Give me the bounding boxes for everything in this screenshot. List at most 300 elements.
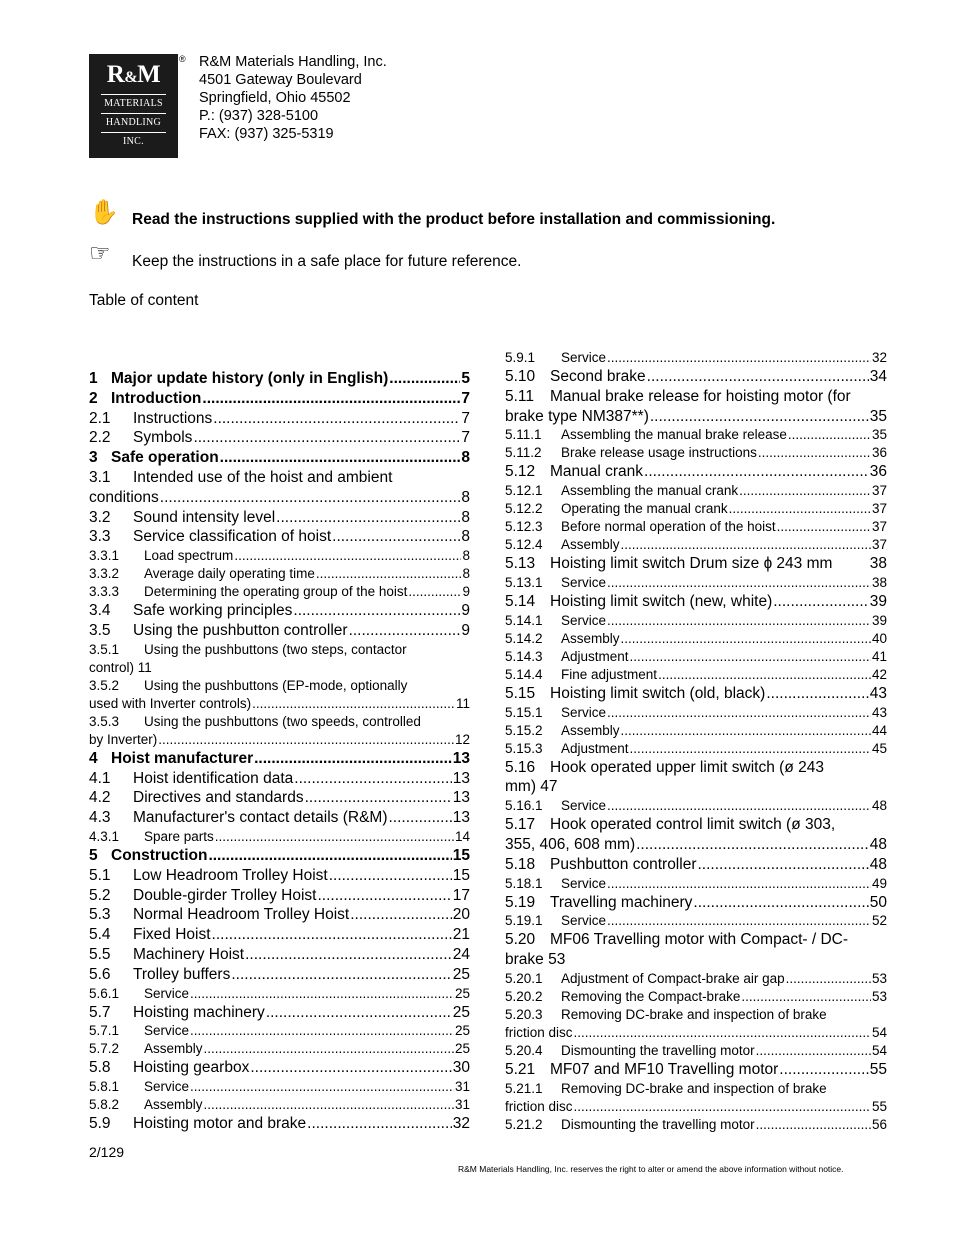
toc-leader-dots: [202, 390, 460, 408]
toc-entry-title: Hoisting limit switch (old, black): [550, 684, 766, 702]
toc-entry-number: 3.4: [89, 602, 111, 620]
toc-entry-number: 5.9: [89, 1115, 111, 1133]
toc-entry-number: 5.14.2: [505, 630, 543, 646]
toc-entry-title: Dismounting the travelling motor: [561, 1116, 755, 1132]
toc-entry-title: Service: [144, 985, 190, 1001]
toc-entry[interactable]: [505, 894, 887, 912]
toc-entry-title: Operating the manual crank: [561, 501, 728, 517]
toc-entry-number: 4.1: [89, 769, 111, 787]
toc-entry-page: 39: [871, 612, 887, 628]
toc-leader-dots: [204, 1097, 454, 1112]
toc-leader-dots: [316, 566, 462, 581]
toc-entry-page: 49: [871, 875, 887, 891]
toc-entry-title: Using the pushbuttons (two speeds, controlled: [144, 713, 421, 729]
toc-entry[interactable]: [89, 678, 407, 693]
toc-entry-page: 41: [871, 648, 887, 664]
toc-entry-number: 2.2: [89, 429, 111, 447]
toc-entry-title: Adjustment of Compact-brake air gap: [561, 971, 785, 986]
toc-entry-title: Instructions: [133, 409, 213, 427]
toc-entry-title: Adjustment: [561, 648, 629, 664]
toc-entry-page: 54: [871, 1025, 887, 1040]
toc-entry[interactable]: [89, 770, 470, 788]
toc-leader-dots: [574, 1099, 871, 1114]
toc-entry-title: Before normal operation of the hoist: [561, 519, 776, 535]
toc-leader-dots: [739, 483, 871, 498]
toc-entry-page: 48: [869, 855, 887, 873]
toc-entry-continuation[interactable]: [89, 696, 470, 711]
toc-entry-title: Hoisting motor and brake: [133, 1115, 307, 1133]
toc-entry[interactable]: [89, 847, 470, 865]
toc-entry-page: 36: [869, 463, 887, 481]
toc-entry[interactable]: [89, 926, 470, 944]
toc-entry-title-cont: by Inverter): [89, 731, 158, 747]
logo-line2: HANDLING: [105, 117, 162, 128]
toc-entry[interactable]: [89, 1079, 470, 1094]
toc-entry-title: Assembly: [561, 537, 620, 553]
toc-entry-title: Manual brake release for hoisting motor (for: [550, 387, 851, 405]
toc-entry-title: Intended use of the hoist and ambient: [133, 469, 393, 486]
toc-entry-title: Directives and standards: [133, 789, 304, 807]
toc-entry-number: 5.13: [505, 555, 536, 573]
toc-entry-title: Service: [561, 875, 607, 891]
toc-entry-page: 25: [452, 965, 470, 983]
toc-entry-continuation[interactable]: [505, 1099, 887, 1114]
toc-entry[interactable]: [505, 1007, 827, 1022]
toc-entry-number: 3.2: [89, 508, 111, 526]
toc-entry[interactable]: [505, 667, 887, 682]
toc-leader-dots: [607, 798, 871, 813]
toc-entry[interactable]: [89, 370, 470, 388]
toc-leader-dots: [220, 449, 461, 467]
toc-entry-page: 50: [869, 893, 887, 911]
toc-entry-page: 25: [454, 1041, 470, 1057]
toc-entry[interactable]: [505, 388, 851, 406]
toc-entry[interactable]: [89, 602, 470, 620]
toc-entry-number: 4.2: [89, 789, 111, 807]
toc-entry-number: 5.6: [89, 965, 111, 983]
toc-entry-continuation[interactable]: [89, 660, 470, 675]
toc-leader-dots: [697, 856, 868, 874]
toc-entry-number: 5.12.1: [505, 483, 543, 499]
toc-leader-dots: [245, 946, 452, 964]
toc-entry-number: 5.11.2: [505, 445, 542, 461]
registered-mark: ®: [179, 54, 186, 64]
toc-leader-dots: [350, 906, 452, 924]
toc-entry[interactable]: [89, 584, 470, 599]
toc-leader-dots: [621, 723, 871, 738]
toc-entry-page: 39: [869, 593, 887, 610]
toc-leader-dots: [190, 1023, 454, 1038]
toc-entry[interactable]: [505, 368, 887, 386]
toc-leader-dots: [389, 809, 452, 827]
toc-entry-page: 8: [461, 449, 470, 467]
toc-entry-number: 5.4: [89, 926, 111, 944]
toc-entry-page: 9: [461, 622, 470, 639]
toc-entry-continuation[interactable]: [89, 489, 470, 507]
toc-entry-title: Major update history (only in English): [111, 370, 389, 387]
toc-entry-number: 4.3.1: [89, 829, 120, 844]
toc-entry-title-cont: friction disc: [505, 1025, 573, 1040]
toc-leader-dots: [766, 685, 868, 703]
toc-entry-title-cont: used with Inverter controls): [89, 695, 252, 711]
toc-entry[interactable]: [89, 642, 407, 657]
toc-entry-page: 7: [461, 389, 470, 407]
toc-entry-title: Service: [561, 913, 607, 929]
toc-leader-dots: [777, 519, 871, 534]
toc-entry-title: Assembly: [561, 722, 620, 738]
toc-entry-title-cont: mm) 47: [505, 778, 558, 796]
toc-entry[interactable]: [89, 714, 421, 729]
toc-entry-page: 12: [454, 731, 470, 747]
toc-entry[interactable]: [505, 350, 887, 365]
address-line: 4501 Gateway Boulevard: [199, 72, 362, 88]
toc-leader-dots: [193, 429, 460, 447]
toc-entry-title: Removing the Compact-brake: [561, 989, 741, 1004]
toc-entry-title: Hook operated control limit switch (ø 303,: [550, 816, 836, 834]
toc-entry[interactable]: [505, 705, 887, 720]
toc-entry-page: 14: [454, 829, 470, 844]
toc-entry[interactable]: [89, 566, 470, 581]
toc-entry[interactable]: [89, 906, 470, 924]
toc-entry[interactable]: [505, 913, 887, 928]
toc-entry-page: 8: [462, 548, 470, 564]
toc-leader-dots: [307, 1115, 452, 1133]
toc-leader-dots: [190, 986, 454, 1001]
toc-entry-number: 5.15: [505, 684, 536, 702]
toc-leader-dots: [293, 602, 460, 620]
toc-entry-title: MF07 and MF10 Travelling motor: [550, 1061, 779, 1078]
toc-entry-title: Hook operated upper limit switch (ø 243: [550, 758, 824, 776]
toc-entry[interactable]: [89, 1041, 470, 1056]
toc-entry-page: 17: [452, 886, 470, 904]
toc-entry[interactable]: [505, 445, 887, 460]
toc-entry-page: 55: [869, 1061, 887, 1078]
toc-entry[interactable]: [505, 989, 887, 1004]
toc-entry-title: Removing DC-brake and inspection of brake: [561, 1007, 827, 1022]
toc-entry-title: Service: [144, 1079, 190, 1095]
company-address: [199, 53, 387, 143]
toc-leader-dots: [318, 887, 452, 905]
address-line: Springfield, Ohio 45502: [199, 90, 351, 106]
toc-entry-page: 53: [871, 989, 887, 1004]
toc-entry[interactable]: [89, 1023, 470, 1038]
toc-leader-dots: [212, 926, 452, 944]
toc-entry-title: Safe operation: [111, 449, 219, 467]
logo-line1: MATERIALS: [104, 98, 163, 109]
toc-entry-page: 37: [871, 519, 887, 535]
toc-entry[interactable]: [89, 986, 470, 1001]
footer-disclaimer: R&M Materials Handling, Inc. reserves the right to alter or amend the above information without notice.: [458, 1164, 844, 1174]
toc-entry[interactable]: [89, 1059, 470, 1077]
toc-entry-number: 5.8: [89, 1059, 111, 1077]
toc-entry-page: 8: [461, 488, 470, 506]
toc-leader-dots: [574, 1025, 871, 1040]
toc-entry-page: 54: [871, 1043, 887, 1058]
toc-entry[interactable]: [505, 876, 887, 891]
toc-leader-dots: [208, 847, 451, 865]
toc-entry-number: 4: [89, 749, 98, 767]
toc-entry-title: Introduction: [111, 389, 202, 407]
toc-entry-page: 32: [871, 350, 887, 365]
toc-entry-page: 9: [462, 584, 470, 600]
toc-entry-number: 5.15.2: [505, 722, 543, 738]
toc-entry-page: 36: [871, 445, 887, 461]
toc-entry[interactable]: [505, 1081, 827, 1096]
toc-entry[interactable]: [89, 429, 470, 447]
toc-entry[interactable]: [89, 390, 470, 408]
toc-entry[interactable]: [505, 1061, 887, 1079]
toc-leader-dots: [773, 593, 869, 611]
toc-entry-title: Manufacturer's contact details (R&M): [133, 809, 388, 827]
toc-entry-number: 5.7.2: [89, 1041, 120, 1057]
toc-entry-number: 5.13.1: [505, 575, 543, 590]
toc-entry-page: 8: [462, 566, 470, 582]
toc-entry[interactable]: [505, 723, 887, 738]
toc-entry[interactable]: [505, 593, 887, 611]
toc-entry-title-cont: 355, 406, 608 mm): [505, 836, 636, 853]
toc-entry[interactable]: [89, 509, 470, 527]
toc-entry-title: Adjustment: [561, 740, 629, 756]
toc-entry-title: Service: [561, 612, 607, 628]
toc-entry-page: 8: [461, 528, 470, 546]
toc-entry-title: Service: [561, 575, 607, 590]
toc-entry-number: 3.3.3: [89, 584, 120, 600]
toc-entry-title: Removing DC-brake and inspection of brake: [561, 1080, 827, 1096]
toc-leader-dots: [234, 548, 461, 563]
toc-entry-page: 44: [871, 722, 887, 738]
toc-entry-page: 8: [461, 508, 470, 526]
address-line: R&M Materials Handling, Inc.: [199, 54, 387, 70]
toc-leader-dots: [647, 368, 869, 386]
toc-entry-number: 5.21.2: [505, 1116, 543, 1132]
toc-leader-dots: [158, 732, 454, 747]
toc-entry[interactable]: [89, 1004, 470, 1022]
toc-entry-page: 15: [452, 847, 470, 864]
toc-entry-continuation[interactable]: [505, 778, 887, 796]
toc-entry[interactable]: [505, 1043, 887, 1058]
toc-entry-number: 5.19: [505, 893, 536, 911]
toc-title: Table of content: [89, 292, 199, 309]
toc-leader-dots: [630, 649, 871, 664]
toc-leader-dots: [231, 966, 451, 984]
toc-entry-title: Low Headroom Trolley Hoist: [133, 866, 328, 884]
toc-entry-page: 31: [454, 1079, 470, 1095]
toc-entry-page: 43: [869, 684, 887, 702]
toc-leader-dots: [408, 584, 461, 599]
toc-entry-page: 38: [871, 575, 887, 590]
toc-entry-number: 5.7: [89, 1003, 111, 1021]
toc-entry-title: Using the pushbutton controller: [133, 622, 348, 639]
toc-leader-dots: [305, 789, 452, 807]
toc-entry[interactable]: [505, 575, 887, 590]
toc-entry[interactable]: [89, 1115, 470, 1133]
toc-leader-dots: [294, 770, 451, 788]
toc-leader-dots: [788, 427, 871, 442]
toc-entry[interactable]: [505, 931, 848, 949]
toc-entry-number: 5.20.2: [505, 989, 543, 1004]
toc-entry[interactable]: [89, 809, 470, 827]
toc-entry-page: 7: [461, 409, 470, 427]
toc-entry[interactable]: [505, 798, 887, 813]
company-logo: [89, 54, 178, 158]
toc-leader-dots: [644, 463, 869, 481]
toc-entry-number: 5.12: [505, 463, 536, 481]
toc-leader-dots: [693, 894, 868, 912]
toc-leader-dots: [758, 445, 871, 460]
address-line: FAX: (937) 325-5319: [199, 126, 334, 142]
toc-entry-page: 15: [452, 866, 470, 884]
toc-entry-title: Assembly: [144, 1097, 203, 1113]
toc-entry[interactable]: [505, 555, 887, 573]
toc-leader-dots: [658, 667, 871, 682]
toc-entry-page: 20: [452, 906, 470, 924]
toc-entry-title: Assembly: [561, 630, 620, 646]
toc-entry[interactable]: [89, 410, 470, 428]
toc-entry-number: 5.14.1: [505, 612, 543, 628]
toc-entry-number: 5.21: [505, 1061, 536, 1078]
toc-entry-number: 5.8.1: [89, 1079, 120, 1095]
toc-entry-number: 3.5.3: [89, 713, 120, 729]
toc-entry-page: 25: [454, 1023, 470, 1039]
toc-entry[interactable]: [89, 829, 470, 844]
toc-entry-page: 53: [871, 971, 887, 986]
toc-leader-dots: [607, 705, 871, 720]
toc-entry-title: Sound intensity level: [133, 508, 276, 526]
toc-entry-number: 5.12.3: [505, 519, 543, 535]
toc-entry[interactable]: [505, 971, 887, 986]
toc-entry-number: 5.20.4: [505, 1043, 543, 1058]
toc-entry-title: Construction: [111, 847, 208, 864]
toc-entry-page: 35: [871, 427, 887, 443]
toc-entry-number: 5: [89, 847, 98, 864]
toc-entry-page: 37: [871, 537, 887, 553]
toc-entry-title: MF06 Travelling motor with Compact- / DC-: [550, 931, 849, 949]
toc-entry-title: Service: [144, 1023, 190, 1039]
toc-entry[interactable]: [89, 548, 470, 563]
toc-entry[interactable]: [89, 528, 470, 546]
toc-entry[interactable]: [505, 427, 887, 442]
toc-leader-dots: [630, 741, 871, 756]
toc-entry-title: Hoist identification data: [133, 769, 294, 787]
toc-entry-number: 5.15.1: [505, 704, 543, 720]
toc-entry-page: 48: [871, 798, 887, 814]
toc-entry-title: Using the pushbuttons (two steps, contactor: [144, 641, 407, 657]
toc-entry[interactable]: [89, 622, 470, 640]
toc-leader-dots: [636, 836, 869, 854]
toc-entry[interactable]: [89, 789, 470, 807]
toc-entry[interactable]: [505, 501, 887, 516]
toc-entry[interactable]: [505, 759, 824, 777]
toc-entry-continuation[interactable]: [505, 951, 887, 969]
toc-entry-continuation[interactable]: [505, 408, 887, 426]
toc-entry[interactable]: [89, 966, 470, 984]
toc-entry-title: Hoisting limit switch (new, white): [550, 593, 773, 610]
toc-entry-page: 21: [452, 926, 470, 944]
toc-entry[interactable]: [505, 1117, 887, 1132]
toc-entry-number: 5.14.4: [505, 666, 543, 682]
toc-entry[interactable]: [89, 750, 470, 768]
toc-leader-dots: [741, 989, 871, 1004]
toc-entry-number: 5.7.1: [89, 1023, 120, 1039]
toc-entry[interactable]: [505, 685, 887, 703]
toc-entry-number: 5.16.1: [505, 798, 543, 814]
toc-entry-number: 5.15.3: [505, 740, 543, 756]
toc-entry-number: 5.11: [505, 387, 535, 405]
toc-entry-page: 45: [871, 740, 887, 756]
toc-entry-title: Hoist manufacturer: [111, 749, 254, 767]
toc-entry[interactable]: [505, 613, 887, 628]
toc-leader-dots: [607, 575, 871, 590]
toc-leader-dots: [650, 408, 869, 426]
toc-entry-number: 4.3: [89, 809, 111, 827]
toc-entry-page: 56: [871, 1116, 887, 1132]
toc-entry-title: Symbols: [133, 429, 193, 447]
toc-entry[interactable]: [89, 449, 470, 467]
toc-entry-number: 5.14: [505, 593, 536, 610]
toc-entry-number: 5.16: [505, 758, 536, 776]
toc-entry[interactable]: [505, 816, 835, 834]
toc-entry[interactable]: [505, 537, 887, 552]
toc-entry-title: Travelling machinery: [550, 893, 693, 911]
toc-entry-number: 1: [89, 370, 98, 387]
toc-entry[interactable]: [505, 856, 887, 874]
toc-entry[interactable]: [505, 483, 887, 498]
toc-entry[interactable]: [505, 649, 887, 664]
toc-entry-continuation[interactable]: [89, 732, 470, 747]
toc-entry-title: Using the pushbuttons (EP-mode, optionally: [144, 677, 408, 693]
toc-entry[interactable]: [89, 887, 470, 905]
toc-entry-page: 34: [869, 368, 887, 385]
toc-entry-page: 55: [871, 1098, 887, 1114]
toc-entry-page: 7: [461, 429, 470, 447]
toc-entry-number: 3.5.1: [89, 641, 120, 657]
toc-entry-page: 9: [461, 602, 470, 620]
toc-entry[interactable]: [505, 463, 887, 481]
toc-entry-title: Brake release usage instructions: [561, 445, 757, 461]
toc-entry-number: 5.12.4: [505, 537, 543, 553]
toc-entry-number: 5.5: [89, 946, 111, 963]
toc-entry-number: 3.3.2: [89, 566, 120, 582]
toc-entry[interactable]: [505, 631, 887, 646]
toc-entry-title: Fine adjustment: [561, 666, 658, 682]
toc-entry-title: Manual crank: [550, 463, 644, 481]
toc-entry[interactable]: [505, 519, 887, 534]
toc-entry-number: 3.1: [89, 469, 111, 486]
toc-entry[interactable]: [89, 469, 392, 487]
toc-entry-continuation[interactable]: [505, 1025, 887, 1040]
toc-entry-number: 5.18.1: [505, 875, 543, 891]
toc-entry-title-cont: brake type NM387**): [505, 407, 649, 425]
toc-entry[interactable]: [505, 741, 887, 756]
toc-entry-number: 5.3: [89, 906, 111, 924]
toc-entry[interactable]: [89, 867, 470, 885]
toc-entry[interactable]: [89, 1097, 470, 1112]
toc-leader-dots: [329, 867, 452, 885]
toc-entry-page: 32: [452, 1115, 470, 1133]
toc-entry-continuation[interactable]: [505, 836, 887, 854]
toc-entry-title: Hoisting machinery: [133, 1003, 265, 1021]
toc-leader-dots: [250, 1059, 451, 1077]
toc-entry-number: 5.14.3: [505, 648, 543, 664]
toc-leader-dots: [389, 370, 460, 388]
toc-entry-title: Service: [561, 350, 607, 365]
toc-entry-page: 38: [869, 555, 887, 573]
logo-line3: INC.: [123, 136, 144, 147]
toc-entry-title: Double-girder Trolley Hoist: [133, 886, 317, 904]
toc-entry-number: 5.20: [505, 931, 536, 949]
toc-entry-title: Hoisting gearbox: [133, 1059, 250, 1077]
toc-entry[interactable]: [89, 946, 470, 964]
